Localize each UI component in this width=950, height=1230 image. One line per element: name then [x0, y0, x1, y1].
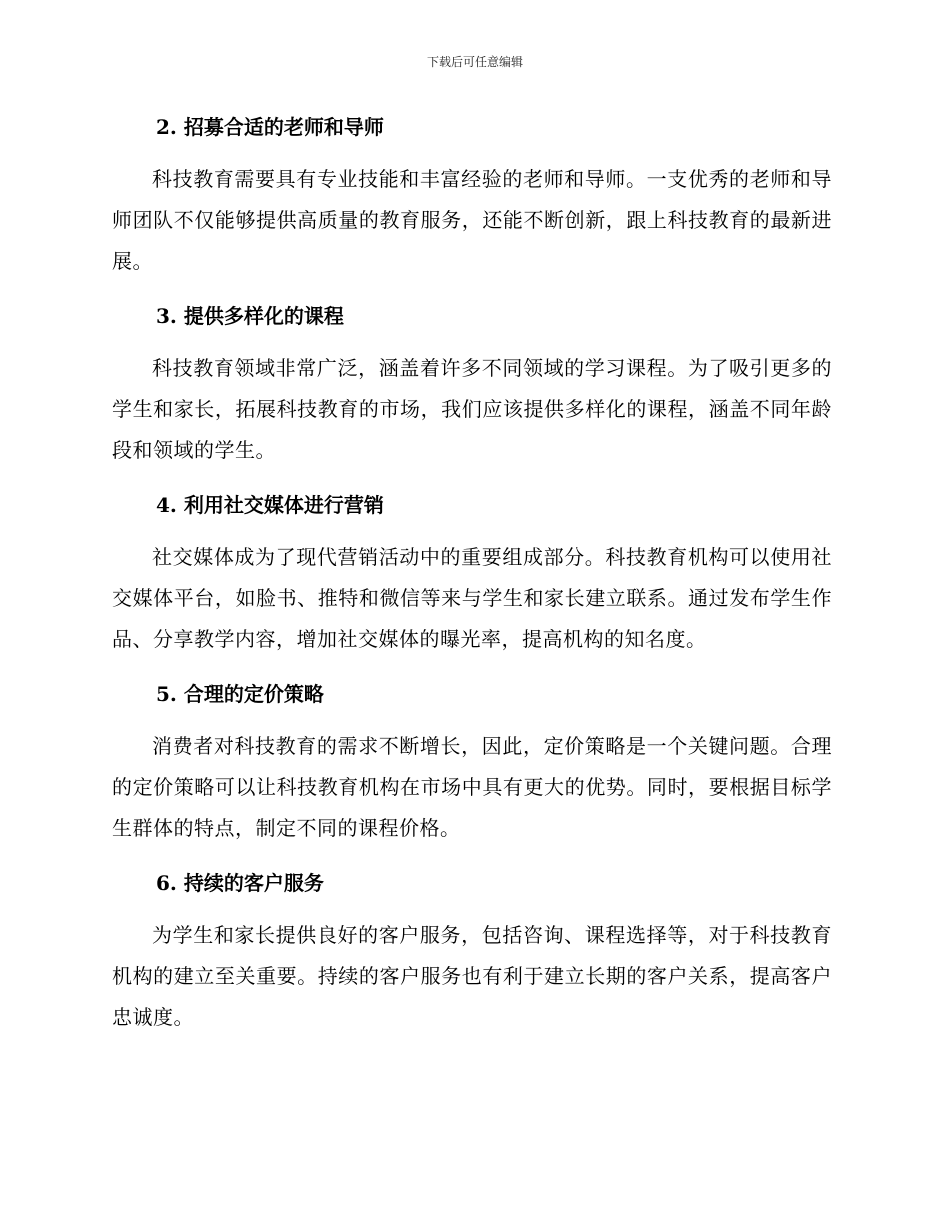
section-2: [112, 107, 832, 282]
document-body: [112, 107, 832, 1052]
section-heading: 5. 合理的定价策略: [156, 682, 324, 706]
page-header: 下载后可任意编辑: [426, 55, 523, 69]
section-5: [112, 674, 832, 849]
section-6: [112, 863, 832, 1038]
section-paragraph: 消费者对科技教育的需求不断增长，因此，定价策略是一个关键问题。合理的定价策略可以让科技教育机构在市场中具有更大的优势。同时，要根据目标学生群体的特点，制定不同的课程价格。: [112, 734, 832, 840]
section-heading: 6. 持续的客户服务: [156, 871, 324, 895]
section-4: [112, 485, 832, 660]
section-paragraph: 社交媒体成为了现代营销活动中的重要组成部分。科技教育机构可以使用社交媒体平台，如脸书、推特和微信等来与学生和家长建立联系。通过发布学生作品、分享教学内容，增加社交媒体的曝光率，提高机构的知名度。: [112, 545, 832, 651]
section-heading: 3. 提供多样化的课程: [156, 304, 344, 328]
section-heading: 4. 利用社交媒体进行营销: [156, 493, 384, 517]
section-paragraph: 科技教育领域非常广泛，涵盖着许多不同领域的学习课程。为了吸引更多的学生和家长，拓展科技教育的市场，我们应该提供多样化的课程，涵盖不同年龄段和领域的学生。: [112, 356, 832, 462]
section-3: [112, 296, 832, 471]
section-paragraph: 科技教育需要具有专业技能和丰富经验的老师和导师。一支优秀的老师和导师团队不仅能够提供高质量的教育服务，还能不断创新，跟上科技教育的最新进展。: [112, 167, 832, 273]
section-paragraph: 为学生和家长提供良好的客户服务，包括咨询、课程选择等，对于科技教育机构的建立至关重要。持续的客户服务也有利于建立长期的客户关系，提高客户忠诚度。: [112, 923, 832, 1029]
section-heading: 2. 招募合适的老师和导师: [156, 115, 384, 139]
